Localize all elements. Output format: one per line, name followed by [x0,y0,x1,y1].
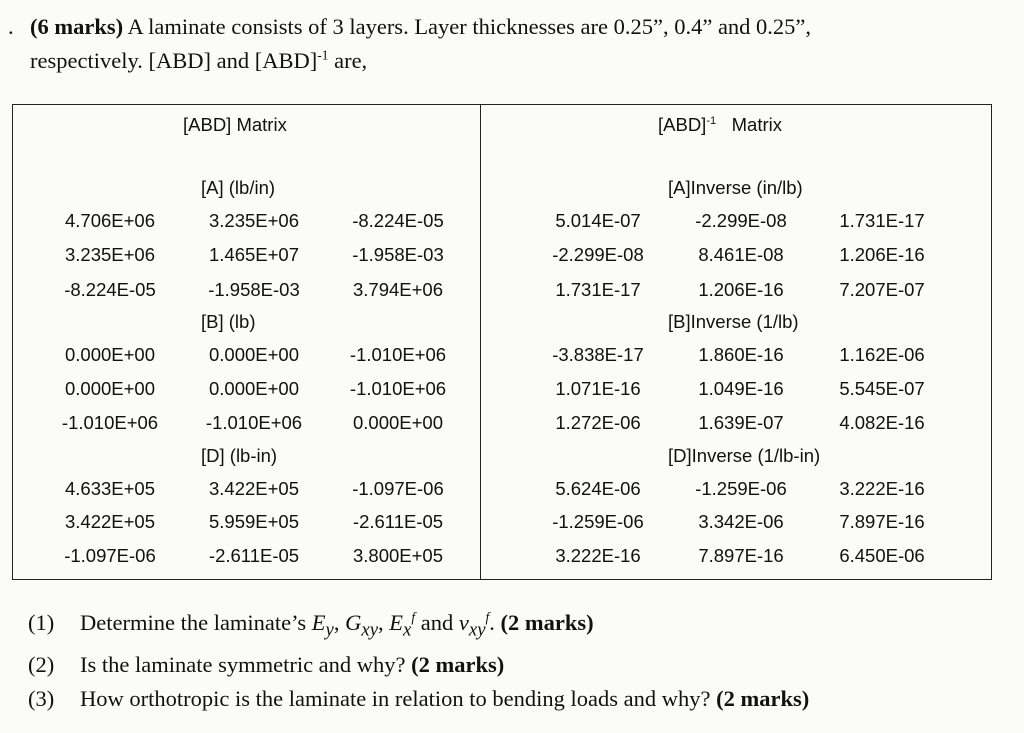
q1-and: and [415,610,459,635]
matrix-cell: 8.461E-08 [698,244,784,265]
question-number: (3) [28,685,55,711]
matrix-cell: 1.206E-16 [839,244,925,265]
matrix-cell: 3.222E-16 [839,478,925,499]
matrix-cell: 1.731E-17 [555,279,641,300]
q3-text: How orthotropic is the laminate in relation to bending loads and why? [80,685,717,711]
matrix-cell: 1.860E-16 [698,344,784,365]
matrix-block-label: [D]Inverse (1/lb-in) [668,445,821,466]
q1-ey: E [311,610,326,635]
matrix-cell: -1.010E+06 [61,412,159,433]
question-1 [28,606,1008,648]
abd-matrix-title: [ABD] Matrix [183,114,287,135]
problem-text-2: respectively. [ABD] and [ABD] [30,48,318,73]
matrix-cell: 4.633E+05 [64,478,156,499]
question-number: (1) [28,610,55,635]
bullet: . [8,14,14,39]
abd-inverse-title-sup: -1 [706,114,717,127]
matrix-cell: -2.299E-08 [695,210,787,231]
matrix-cell: 3.235E+06 [64,244,156,265]
q2-text: Is the laminate symmetric and why? [80,651,412,677]
q1-ey-sub: y [325,619,334,641]
q1-period: . [489,610,501,635]
matrix-cell: 3.422E+05 [208,478,300,499]
q1-exf: E [389,610,404,635]
matrix-cell: 4.082E-16 [839,412,925,433]
matrix-cell: 1.731E-17 [839,210,925,231]
matrix-cell: -8.224E-05 [352,210,444,231]
matrix-cell: 5.624E-06 [555,478,641,499]
q1-gxy: G [345,610,362,635]
matrix-cell: 5.014E-07 [555,210,641,231]
question-text [80,648,504,682]
matrix-cell: -1.259E-06 [695,478,787,499]
q1-sep: , [378,610,390,635]
matrix-cell: 1.639E-07 [698,412,784,433]
matrix-table [12,104,992,580]
q1-gxy-sub: xy [361,619,379,641]
matrix-cell: -2.611E-05 [352,511,444,532]
matrix-block-label: [D] (lb-in) [201,445,278,466]
problem-text-1: A laminate consists of 3 layers. Layer thicknesses are 0.25”, 0.4” and 0.25”, [123,14,812,39]
matrix-cell: 0.000E+00 [208,344,300,365]
q1-vxyf-sup: f [485,609,490,625]
matrix-cell: 7.897E-16 [698,545,784,566]
matrix-cell: 0.000E+00 [64,378,156,399]
q1-vxyf: v [458,610,469,635]
q1-exf-sup: f [411,609,416,625]
question-marks: (2 marks) [411,651,505,677]
matrix-cell: 3.342E-06 [698,511,784,532]
q1-exf-sub: x [403,619,412,641]
question-marks: (2 marks) [500,610,594,635]
question-marks: (2 marks) [716,685,810,711]
q1-vxyf-sub: xy [468,619,486,641]
matrix-cell: -1.010E+06 [349,378,447,399]
matrix-cell: -1.010E+06 [349,344,447,365]
q1-text: Determine the laminate’s [80,610,312,635]
matrix-cell: -1.010E+06 [205,412,303,433]
matrix-cell: 0.000E+00 [208,378,300,399]
matrix-cell: -3.838E-17 [552,344,644,365]
question-2 [28,648,1008,682]
q1-sep: , [333,610,346,635]
matrix-cell: 1.049E-16 [698,378,784,399]
question-number: (2) [28,651,55,677]
panel-divider [480,105,481,579]
questions-list [28,606,1008,716]
problem-statement [8,10,998,78]
matrix-cell: 5.545E-07 [839,378,925,399]
question-text [80,606,594,648]
matrix-cell: 7.897E-16 [839,511,925,532]
matrix-cell: 3.794E+06 [352,279,444,300]
abd-inverse-title-text: [ABD] [658,114,707,135]
abd-inverse-title-matrix: Matrix [731,114,782,135]
matrix-cell: -1.097E-06 [352,478,444,499]
matrix-cell: 0.000E+00 [64,344,156,365]
matrix-cell: 7.207E-07 [839,279,925,300]
matrix-cell: 3.422E+05 [64,511,156,532]
matrix-block-label: [B]Inverse (1/lb) [668,311,799,332]
matrix-cell: -2.299E-08 [552,244,644,265]
matrix-cell: 1.465E+07 [208,244,300,265]
matrix-cell: -8.224E-05 [64,279,156,300]
abd-inverse-title [658,114,782,136]
matrix-cell: -1.958E-03 [208,279,300,300]
matrix-block-label: [A] (lb/in) [201,177,276,198]
question-text [80,682,809,716]
inverse-superscript: -1 [317,47,329,63]
matrix-cell: 1.071E-16 [555,378,641,399]
matrix-cell: 3.235E+06 [208,210,300,231]
matrix-cell: 0.000E+00 [352,412,444,433]
problem-text-3: are, [328,48,368,73]
matrix-cell: -1.958E-03 [352,244,444,265]
problem-line-2 [8,44,998,78]
matrix-cell: 3.800E+05 [352,545,444,566]
matrix-cell: -2.611E-05 [208,545,300,566]
problem-line-1 [8,10,998,44]
matrix-cell: 1.272E-06 [555,412,641,433]
matrix-cell: 6.450E-06 [839,545,925,566]
matrix-cell: -1.097E-06 [64,545,156,566]
matrix-cell: 3.222E-16 [555,545,641,566]
matrix-cell: 1.206E-16 [698,279,784,300]
matrix-block-label: [B] (lb) [201,311,256,332]
matrix-cell: 4.706E+06 [64,210,156,231]
matrix-block-label: [A]Inverse (in/lb) [668,177,803,198]
matrix-cell: -1.259E-06 [552,511,644,532]
question-3 [28,682,1008,716]
problem-marks: (6 marks) [30,14,124,39]
matrix-cell: 5.959E+05 [208,511,300,532]
matrix-cell: 1.162E-06 [839,344,925,365]
